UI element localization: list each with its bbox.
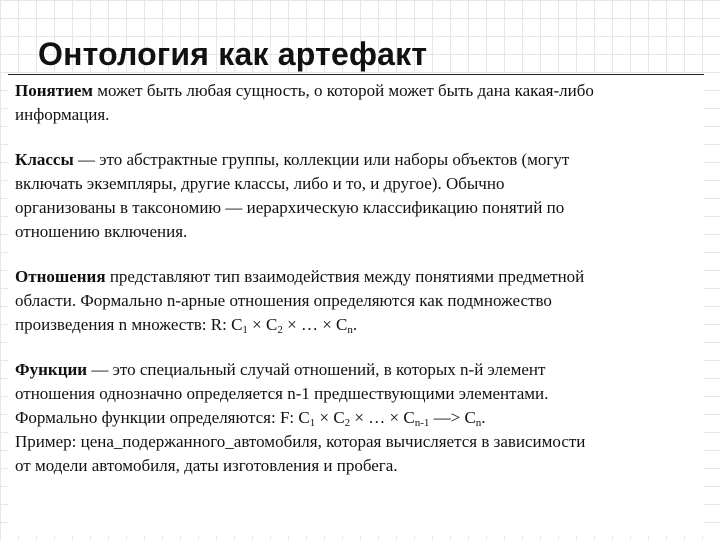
- functions-end: .: [481, 408, 486, 427]
- relations-line1: представляют тип взаимодействия между понятиями предметной: [105, 267, 585, 286]
- relations-sub-1: 1: [242, 324, 248, 336]
- concept-line2: информация.: [15, 105, 110, 124]
- functions-sub-1: 1: [309, 417, 316, 429]
- functions-sub-n-minus-1: n-1: [414, 417, 430, 429]
- term-relations: Отношения: [15, 267, 106, 286]
- relations-times-2: × … × C: [282, 315, 348, 334]
- classes-line4: отношению включения.: [15, 222, 188, 241]
- relations-line2: области. Формально n-арные отношения определяются как подмножество: [15, 291, 552, 310]
- paragraph-classes: [15, 148, 698, 244]
- functions-line5: от модели автомобиля, даты изготовления и пробега.: [15, 456, 398, 475]
- term-concept: Понятием: [15, 81, 93, 100]
- content-box: [8, 74, 704, 536]
- functions-line4: Пример: цена_подержанного_автомобиля, которая вычисляется в зависимости: [15, 432, 586, 451]
- relations-line3: произведения n множеств: R: C: [15, 315, 243, 334]
- classes-line2: включать экземпляры, другие классы, либо и то, и другое). Обычно: [15, 174, 505, 193]
- relations-times-1: × C: [247, 315, 278, 334]
- term-classes: Классы: [15, 150, 74, 169]
- functions-times-2: × … × C: [350, 408, 415, 427]
- functions-sub-n: n: [475, 417, 482, 429]
- functions-line1: — это специальный случай отношений, в которых n-й элемент: [87, 360, 546, 379]
- paragraph-functions: [15, 358, 698, 478]
- functions-line2: отношения однозначно определяется n-1 предшествующими элементами.: [15, 384, 549, 403]
- functions-arrow: —> C: [429, 408, 476, 427]
- term-functions: Функции: [15, 360, 88, 379]
- functions-line3: Формально функции определяются: F: C: [15, 408, 310, 427]
- paragraph-concept: [15, 79, 698, 127]
- functions-sub-2: 2: [344, 417, 351, 429]
- classes-line3: организованы в таксономию — иерархическую классификацию понятий по: [15, 198, 565, 217]
- paragraph-relations: [15, 265, 698, 337]
- relations-sub-n: n: [347, 324, 353, 336]
- functions-times-1: × C: [315, 408, 345, 427]
- slide-title: Онтология как артефакт: [38, 36, 428, 72]
- relations-end: .: [352, 315, 358, 334]
- concept-line1: может быть любая сущность, о которой может быть дана какая-либо: [93, 81, 594, 100]
- classes-line1: — это абстрактные группы, коллекции или наборы объектов (могут: [73, 150, 570, 169]
- relations-sub-2: 2: [277, 324, 283, 336]
